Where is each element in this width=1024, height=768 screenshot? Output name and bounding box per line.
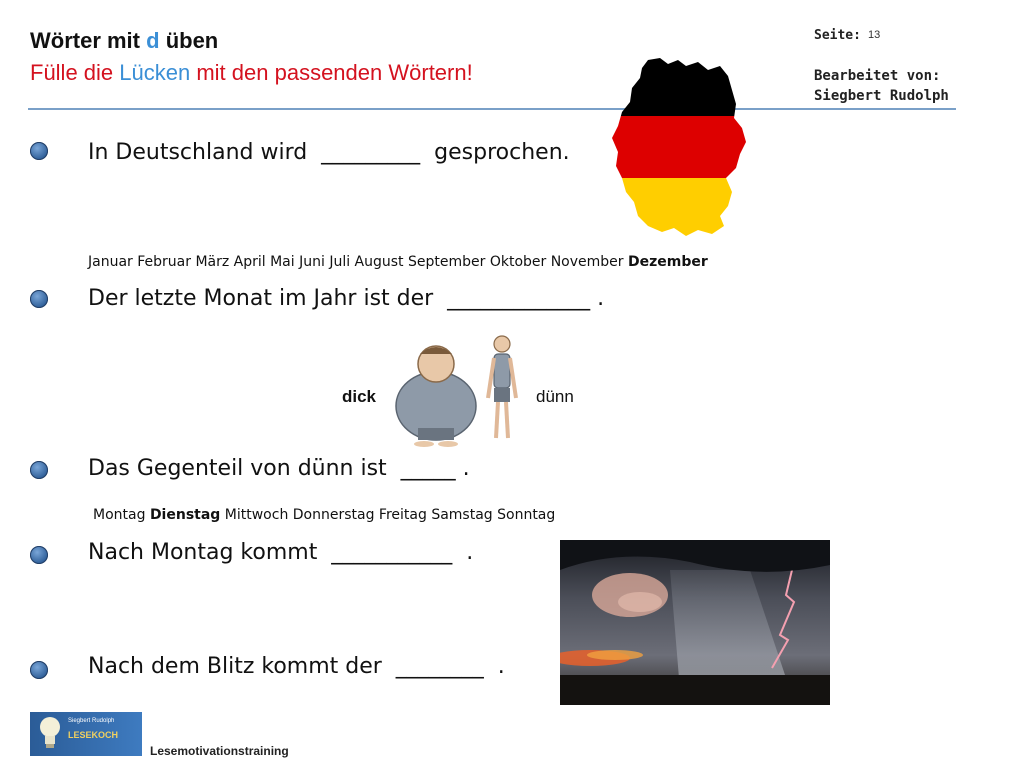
- worksheet-title: [30, 28, 218, 54]
- lightbulb-icon: [38, 716, 62, 750]
- page-label: Seite:: [814, 28, 861, 43]
- worksheet-instruction: [30, 60, 473, 86]
- page-number: 13: [868, 29, 881, 41]
- days-after: Mittwoch Donnerstag Freitag Samstag Sonntag: [220, 507, 556, 523]
- month-answer-bold: Dezember: [628, 254, 708, 270]
- lesekoch-logo: [30, 712, 142, 756]
- logo-brand: LESEKOCH: [68, 730, 119, 740]
- lightning-storm-photo-icon: [560, 540, 830, 705]
- bullet-icon: [30, 290, 48, 308]
- day-answer-bold: Dienstag: [149, 507, 221, 523]
- title-prefix: Wörter mit: [30, 28, 147, 53]
- instruction-part-c: mit den passenden Wörtern!: [190, 60, 473, 85]
- edited-by-name: Siegbert Rudolph: [814, 88, 949, 104]
- bullet-icon: [30, 661, 48, 679]
- day-before: Montag: [93, 507, 150, 523]
- instruction-part-a: Fülle die: [30, 60, 120, 85]
- edited-by-label: Bearbeitet von:: [814, 68, 941, 84]
- title-letter: d: [146, 28, 160, 53]
- logo-author: Siegbert Rudolph: [68, 718, 115, 724]
- exercise-3-sentence: Das Gegenteil von dünn ist _____ .: [88, 456, 470, 481]
- days-hint: [93, 507, 555, 523]
- exercise-1-sentence: In Deutschland wird _________ gesprochen.: [88, 140, 570, 165]
- title-suffix: üben: [159, 28, 219, 53]
- header-divider: [28, 108, 956, 110]
- fat-and-thin-man-icon: [390, 332, 526, 448]
- instruction-part-b: Lücken: [119, 60, 191, 85]
- footer-label: Lesemotivationstraining: [150, 744, 289, 758]
- months-list: Januar Februar März April Mai Juni Juli August September Oktober November: [88, 254, 628, 270]
- germany-flag-map-icon: [608, 56, 750, 238]
- word-dick: dick: [342, 387, 377, 406]
- bullet-icon: [30, 142, 48, 160]
- bullet-icon: [30, 461, 48, 479]
- exercise-4-sentence: Nach Montag kommt ___________ .: [88, 540, 474, 565]
- exercise-5-sentence: Nach dem Blitz kommt der ________ .: [88, 654, 505, 679]
- word-duenn: dünn: [536, 387, 574, 406]
- bullet-icon: [30, 546, 48, 564]
- exercise-2-sentence: Der letzte Monat im Jahr ist der _____________ .: [88, 286, 605, 311]
- months-hint: [88, 254, 708, 270]
